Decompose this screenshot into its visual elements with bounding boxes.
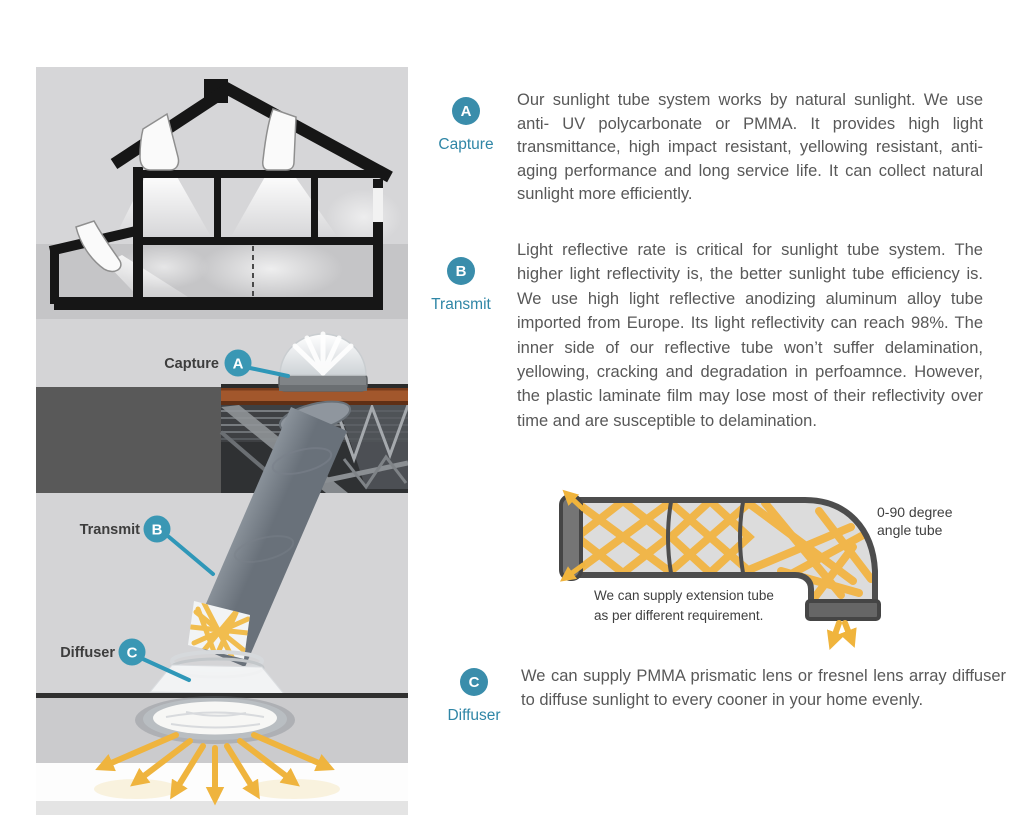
diffuser-badge-letter: C (126, 644, 138, 662)
section-b-text: Light reflective rate is critical for sunlight tube system. The higher light reflectivity is, the better sunlight tube efficiency is. We use high light reflective anodizing aluminum alloy tube imported from Europe. Its light reflectivity can reach 98%. The inner side of our reflective tube won’t suffer delamination, yellowing, cracking and degradation in perfoamnce. However, the plastic laminate film may lose most of their reflectivity over time and are susceptible to delamination. (517, 241, 983, 430)
badge-b: B (447, 257, 475, 285)
light-glow (119, 245, 209, 289)
angle-tube-note-line2: angle tube (877, 522, 943, 538)
capture-badge-letter: A (232, 355, 244, 373)
angle-tube-note (877, 503, 953, 539)
section-a-text: Our sunlight tube system works by natural sunlight. We use anti- UV polycarbonate or PMMA. It provides high light transmittance, high impact resistant, yellowing resistant, anti- aging performance and long service life. It can collect natural sunlight more efficiently. (517, 91, 983, 203)
room-wall (36, 763, 408, 801)
badge-a: A (452, 97, 480, 125)
extension-tube-figure (553, 483, 1030, 668)
light-glow (326, 189, 402, 245)
extension-wall (50, 248, 59, 304)
transmit-badge-letter: B (151, 521, 163, 539)
mid-floor (133, 237, 383, 245)
interior-wall (214, 177, 221, 237)
light-exit-arrow (832, 623, 852, 643)
ceiling-fixture (135, 696, 295, 744)
interior-wall (311, 177, 318, 237)
transmit-label: Transmit (79, 522, 140, 538)
badge-c: C (460, 668, 488, 696)
label-diffuser: Diffuser (447, 707, 501, 724)
section-b-callout (425, 257, 497, 314)
extension-tube-note-line2: as per different requirement. (594, 608, 764, 623)
room-detail (36, 693, 408, 815)
extension-tube-note-line1: We can supply extension tube (594, 588, 774, 603)
section-a-callout (430, 97, 502, 154)
angle-tube-note-line1: 0-90 degree (877, 504, 953, 520)
capture-label: Capture (164, 356, 219, 372)
upper-ceiling (133, 170, 383, 178)
foundation (54, 297, 383, 310)
wall-block (36, 387, 221, 493)
light-glow (199, 239, 343, 299)
floor-strip (36, 801, 408, 815)
sunlight-tube-illustration (36, 67, 408, 815)
extension-tube-note (594, 586, 774, 626)
section-c-callout (438, 668, 510, 725)
illustration-svg (36, 67, 408, 815)
section-c-text: We can supply PMMA prismatic lens or fresnel lens array diffuser to diffuse sunlight to every cooner in your home evenly. (521, 667, 1006, 709)
label-transmit: Transmit (431, 296, 491, 313)
extension-tube-svg (553, 483, 893, 668)
diffuser-label: Diffuser (60, 645, 115, 661)
label-capture: Capture (438, 136, 494, 153)
tube-bottom-cap (807, 601, 879, 619)
window (373, 188, 383, 222)
